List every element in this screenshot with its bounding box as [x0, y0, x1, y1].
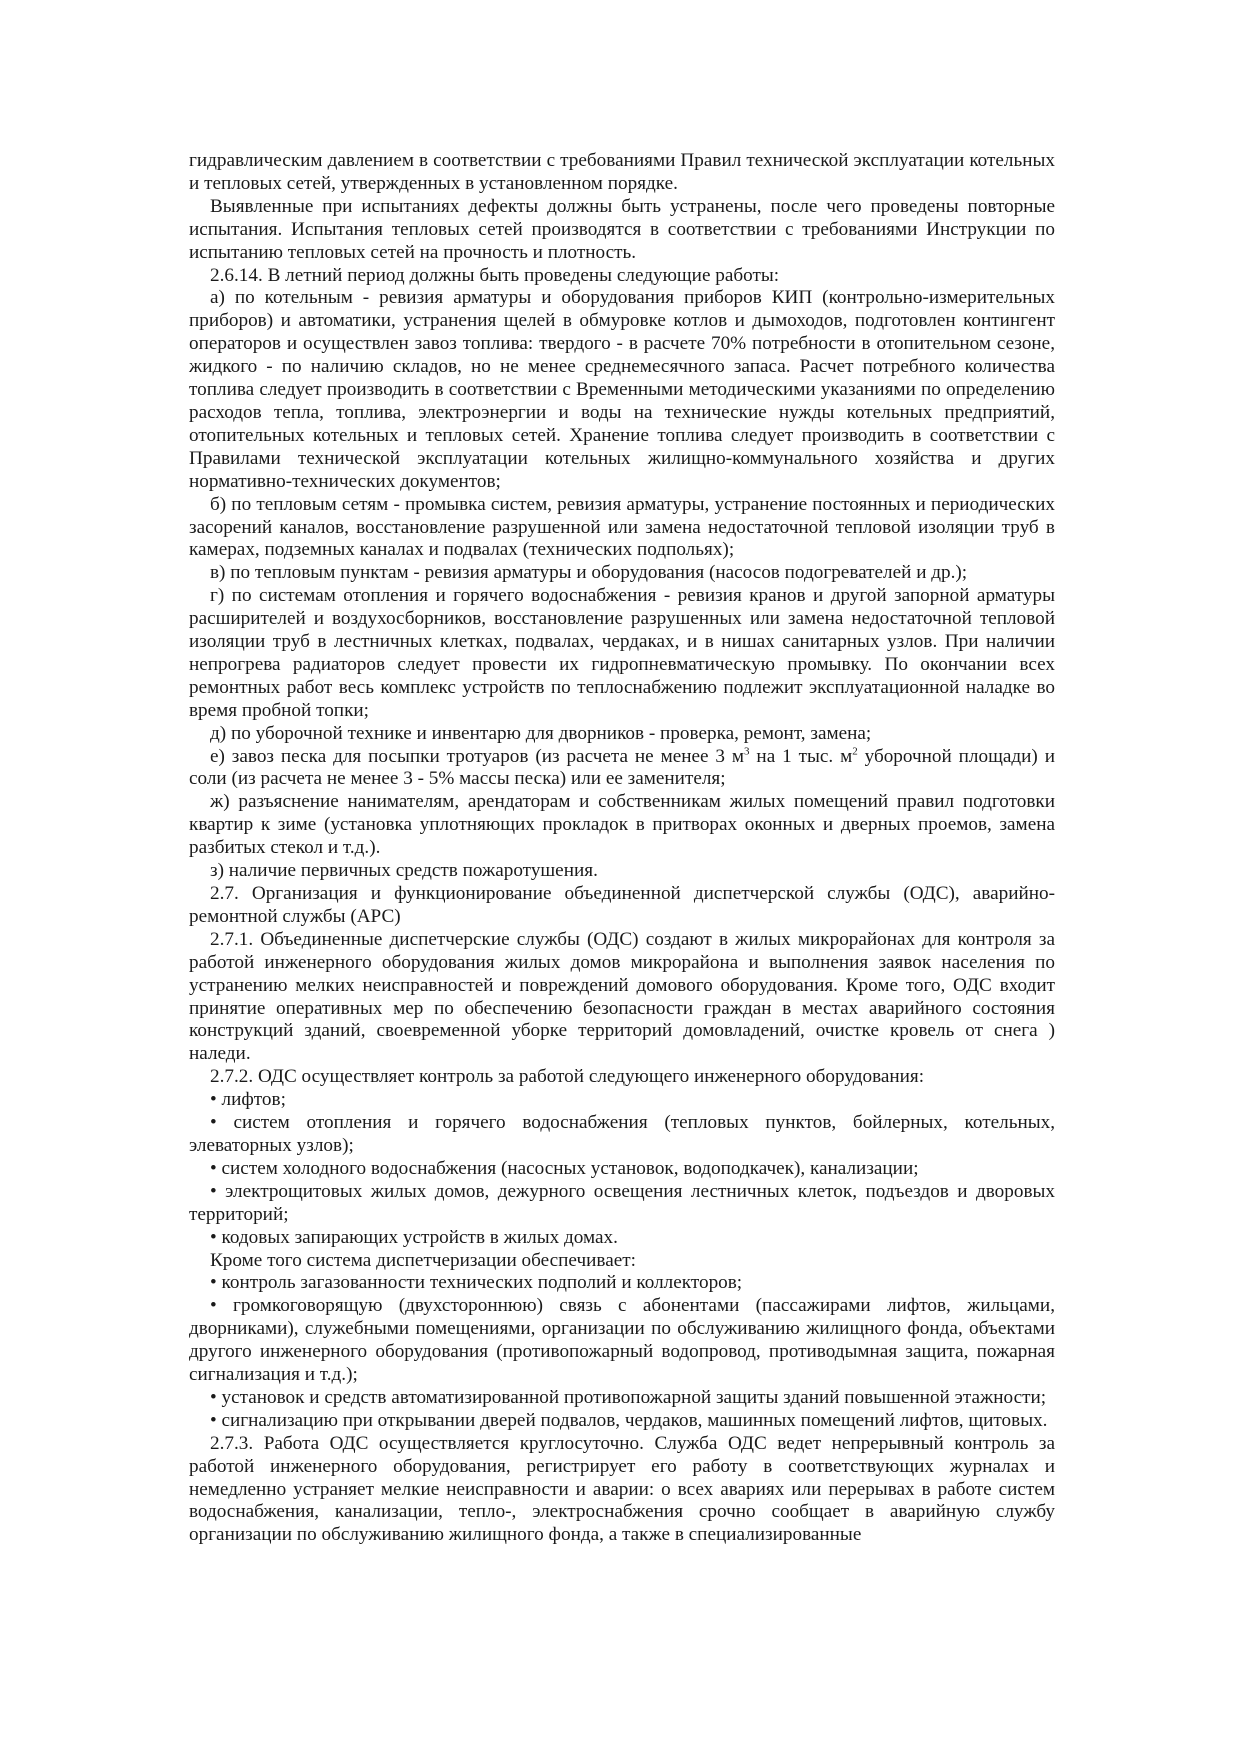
paragraph-2-7-1: 2.7.1. Объединенные диспетчерские службы (ОДС) создают в жилых микрорайонах для контроля за работой инженерного оборудования жилых домов микрорайона и выполнения заявок населения по устранению мелких неисправностей и повреждений домового оборудования. Кроме того, ОДС входит принятие оперативных мер по обеспечению безопасности граждан в местах аварийного состояния конструкций зданий, своевременной уборке территорий домовладений, очистке кровель от снега ) наледи. [189, 928, 1055, 1065]
bullet-item: • электрощитовых жилых домов, дежурного освещения лестничных клеток, подъездов и дворовых территорий; [189, 1180, 1055, 1225]
bullet-item: • контроль загазованности технических подполий и коллекторов; [210, 1272, 743, 1294]
section-heading-2-7: 2.7. Организация и функционирование объединенной диспетчерской службы (ОДС), аварийно-ремонтной службы (АРС) [189, 883, 1055, 927]
list-item-b-heat-networks: б) по тепловым сетям - промывка систем, ревизия арматуры, устранение постоянных и периодических засорений каналов, восстановление разрушенной или замена недостаточной тепловой изоляции труб в камерах, подземных каналах и подвалах (технических подпольях); [189, 493, 1055, 561]
paragraph-2-6-14: 2.6.14. В летний период должны быть проведены следующие работы: [210, 264, 780, 286]
superscript: 2 [852, 745, 858, 758]
bullet-item: • установок и средств автоматизированной противопожарной защиты зданий повышенной этажности; [210, 1386, 1047, 1408]
bullet-item: • кодовых запирающих устройств в жилых домах. [210, 1226, 618, 1248]
bullet-item: • систем холодного водоснабжения (насосных установок, водоподкачек), канализации; [210, 1157, 919, 1179]
list-item-d-cleaning-equipment: д) по уборочной технике и инвентарю для дворников - проверка, ремонт, замена; [210, 722, 872, 744]
list-item-zh-tenants: ж) разъяснение нанимателям, арендаторам и собственникам жилых помещений правил подготовки квартир к зиме (установка уплотняющих прокладок в притворах оконных и дверных проемов, замена разбитых стекол и т.д.). [189, 791, 1055, 859]
paragraph-hydraulic-pressure: гидравлическим давлением в соответствии с требованиями Правил технической эксплуатации котельных и тепловых сетей, утвержденных в установленном порядке. [189, 150, 1055, 194]
text-span: уборочной площади) и соли (из расчета не менее 3 - 5% массы песка) или ее заменителя; [189, 745, 1055, 790]
text-span: е) завоз песка для посыпки тротуаров (из расчета не менее 3 м [210, 745, 745, 767]
list-item-e-sand-salt [189, 746, 1055, 792]
list-item-a-boilers: а) по котельным - ревизия арматуры и оборудования приборов КИП (контрольно-измерительных приборов) и автоматики, устранения щелей в обмуровке котлов и дымоходов, подготовлен контингент операторов и осуществлен завоз топлива: твердого - в расчете 70% потребности в отопительном сезоне, жидкого - по наличию складов, но не менее среднемесячного запаса. Расчет потребного количества топлива следует производить в соответствии с Временными методическими указаниями по определению расходов тепла, топлива, электроэнергии и воды на технические нужды котельных предприятий, отопительных котельных и тепловых сетей. Хранение топлива следует производить в соответствии с Правилами технической эксплуатации котельных жилищно-коммунального хозяйства и других нормативно-технических документов; [189, 287, 1055, 492]
superscript: 3 [744, 745, 750, 758]
text-span: на 1 тыс. м [749, 745, 853, 767]
document-page [189, 150, 1055, 1547]
bullet-item: • систем отопления и горячего водоснабжения (тепловых пунктов, бойлерных, котельных, элеваторных узлов); [189, 1112, 1055, 1156]
bullet-item: • сигнализацию при открывании дверей подвалов, чердаков, машинных помещений лифтов, щитовых. [210, 1409, 1048, 1431]
list-item-g-heating-systems: г) по системам отопления и горячего водоснабжения - ревизия кранов и другой запорной арматуры расширителей и воздухосборников, восстановление разрушенных или замена недостаточной тепловой изоляции труб в лестничных клетках, подвалах, чердаках, и в нишах санитарных узлов. При наличии непрогрева радиаторов следует провести их гидропневматическую промывку. По окончании всех ремонтных работ весь комплекс устройств по теплоснабжению подлежит эксплуатационной наладке во время пробной топки; [189, 585, 1055, 721]
paragraph-dispatch-also: Кроме того система диспетчеризации обеспечивает: [210, 1249, 636, 1271]
list-item-z-fire-extinguishing: з) наличие первичных средств пожаротушения. [210, 860, 598, 882]
paragraph-2-7-2: 2.7.2. ОДС осуществляет контроль за работой следующего инженерного оборудования: [210, 1066, 925, 1088]
list-item-v-heat-points: в) по тепловым пунктам - ревизия арматуры и оборудования (насосов подогревателей и др.); [210, 562, 968, 584]
paragraph-defects: Выявленные при испытаниях дефекты должны быть устранены, после чего проведены повторные испытания. Испытания тепловых сетей производятся в соответствии с требованиями Инструкции по испытанию тепловых сетей на прочность и плотность. [189, 195, 1055, 263]
bullet-item: • лифтов; [210, 1089, 286, 1111]
paragraph-2-7-3: 2.7.3. Работа ОДС осуществляется круглосуточно. Служба ОДС ведет непрерывный контроль за работой инженерного оборудования, регистрирует его работу в соответствующих журналах и немедленно устраняет мелкие неисправности и аварии: о всех авариях или перерывах в работе систем водоснабжения, канализации, тепло-, электроснабжения срочно сообщает в аварийную службу организации по обслуживанию жилищного фонда, а также в специализированные [189, 1432, 1055, 1546]
bullet-item: • громкоговорящую (двухстороннюю) связь с абонентами (пассажирами лифтов, жильцами, дворниками), служебными помещениями, организации по обслуживанию жилищного фонда, объектами другого инженерного оборудования (противопожарный водопровод, противодымная защита, пожарная сигнализация и т.д.); [189, 1295, 1055, 1386]
